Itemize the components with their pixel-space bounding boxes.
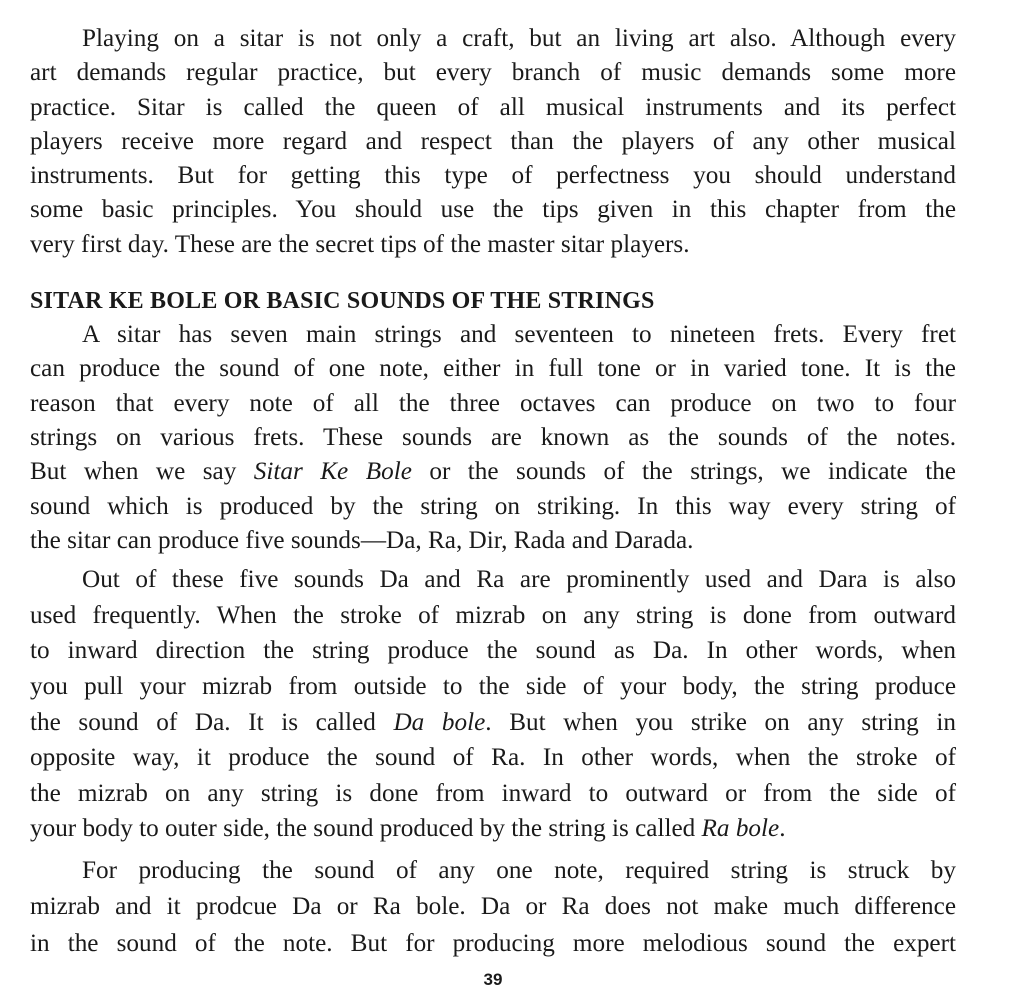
text-run: strings on various frets. These sounds are known as the sounds of the notes. bbox=[30, 423, 956, 451]
text-run: A sitar has seven main strings and seventeen to nineteen frets. Every fret bbox=[82, 321, 956, 349]
text-line bbox=[30, 318, 956, 352]
text-line bbox=[30, 352, 956, 386]
text-run: can produce the sound of one note, either in full tone or in varied tone. It is the bbox=[30, 355, 956, 383]
text-line bbox=[30, 811, 956, 847]
page-number: 39 bbox=[483, 970, 503, 989]
text-run: players receive more regard and respect than the players of any other musical bbox=[30, 127, 956, 155]
text-line bbox=[30, 705, 956, 741]
text-line bbox=[30, 669, 956, 705]
paragraph bbox=[30, 562, 956, 847]
text-line bbox=[30, 91, 956, 125]
text-run: art demands regular practice, but every branch of music demands some more bbox=[30, 59, 956, 87]
text-line bbox=[30, 56, 956, 90]
text-run: Out of these five sounds Da and Ra are prominently used and Dara is also bbox=[82, 566, 956, 594]
text-line bbox=[30, 524, 956, 558]
text-line bbox=[30, 562, 956, 598]
text-run: you pull your mizrab from outside to the side of your body, the string produce bbox=[30, 672, 956, 700]
text-run: For producing the sound of any one note, required string is struck by bbox=[82, 856, 956, 884]
text-run: the mizrab on any string is done from inward to outward or from the side of bbox=[30, 779, 956, 807]
text-run: your body to outer side, the sound produced by the string is called bbox=[30, 815, 702, 843]
text-run: or the sounds of the strings, we indicate the bbox=[411, 458, 956, 486]
italic-term: Da bole bbox=[393, 708, 486, 736]
text-run: . But when you strike on any string in bbox=[485, 708, 956, 736]
text-line bbox=[30, 455, 956, 489]
text-run: But when we say bbox=[30, 458, 254, 486]
text-line bbox=[30, 22, 956, 56]
text-line bbox=[30, 776, 956, 812]
text-line bbox=[30, 159, 956, 193]
text-line bbox=[30, 889, 956, 926]
text-line bbox=[30, 193, 956, 227]
text-run: the sound of Da. It is called bbox=[30, 708, 394, 736]
text-line bbox=[30, 598, 956, 634]
text-run: to inward direction the string produce the sound as Da. In other words, when bbox=[30, 637, 956, 665]
paragraph bbox=[30, 22, 956, 262]
text-run: very first day. These are the secret tips of the master sitar players. bbox=[30, 230, 690, 258]
text-line bbox=[30, 490, 956, 524]
text-line bbox=[30, 228, 956, 262]
text-run: opposite way, it produce the sound of Ra. In other words, when the stroke of bbox=[30, 744, 956, 772]
text-line bbox=[30, 740, 956, 776]
paragraph bbox=[30, 318, 956, 558]
text-line bbox=[30, 387, 956, 421]
text-run: some basic principles. You should use the tips given in this chapter from the bbox=[30, 196, 956, 224]
section-heading: SITAR KE BOLE OR BASIC SOUNDS OF THE STRINGS bbox=[30, 288, 655, 315]
text-run: used frequently. When the stroke of mizrab on any string is done from outward bbox=[30, 601, 956, 629]
text-run: Playing on a sitar is not only a craft, but an living art also. Although every bbox=[82, 25, 956, 52]
text-run: sound which is produced by the string on striking. In this way every string of bbox=[30, 492, 956, 520]
text-line bbox=[30, 125, 956, 159]
text-line bbox=[30, 926, 956, 963]
text-run: . bbox=[779, 815, 786, 843]
paragraph bbox=[30, 853, 956, 963]
text-line bbox=[30, 421, 956, 455]
italic-term: Ra bole bbox=[701, 815, 780, 843]
text-run: practice. Sitar is called the queen of all musical instruments and its perfect bbox=[30, 93, 956, 121]
text-line bbox=[30, 633, 956, 669]
italic-term: Sitar Ke Bole bbox=[253, 458, 412, 486]
text-run: instruments. But for getting this type of perfectness you should understand bbox=[30, 162, 956, 190]
text-run: reason that every note of all the three octaves can produce on two to four bbox=[30, 389, 956, 417]
text-run: the sitar can produce five sounds—Da, Ra, Dir, Rada and Darada. bbox=[30, 526, 694, 554]
text-run: mizrab and it prodcue Da or Ra bole. Da or Ra does not make much difference bbox=[30, 893, 956, 921]
text-line bbox=[30, 853, 956, 890]
page-body bbox=[30, 22, 956, 962]
text-run: in the sound of the note. But for producing more melodious sound the expert bbox=[30, 929, 956, 957]
